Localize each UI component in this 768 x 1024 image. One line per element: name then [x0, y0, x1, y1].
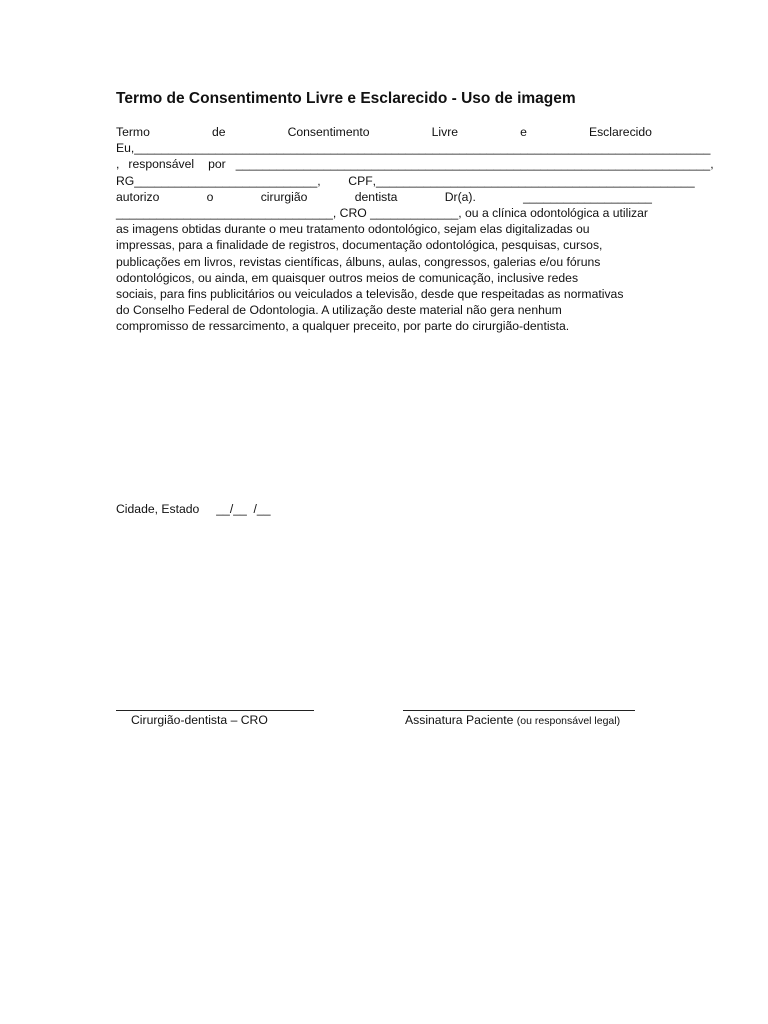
comma: , [710, 157, 714, 172]
form-line-cro: ________________________________, CRO _____________, ou a clínica odontológica a utilizar [116, 205, 648, 220]
guardian-label: responsável [128, 157, 195, 172]
form-line-heading [116, 124, 652, 140]
name-prefix: Eu, [116, 141, 135, 156]
guardian-blank[interactable]: ______________________________________________________________________ [235, 157, 711, 172]
paragraph-line: as imagens obtidas durante o meu tratamento odontológico, sejam elas digitalizadas ou [116, 222, 590, 237]
paragraph-line: do Conselho Federal de Odontologia. A utilização deste material não gera nenhum [116, 303, 562, 318]
rg-label: RG [116, 173, 135, 188]
paragraph-line: publicações em livros, revistas científicas, álbuns, aulas, congressos, galerias e/ou fóruns [116, 254, 601, 269]
form-body [116, 124, 714, 334]
dentist-name-blank[interactable]: ___________________ [523, 189, 652, 204]
word: dentista [354, 189, 398, 204]
cpf-label: CPF [348, 173, 373, 188]
patient-signature-note: (ou responsável legal) [516, 715, 621, 727]
form-line-authorization [116, 189, 652, 205]
form-line-documents [116, 173, 695, 189]
word: Livre [431, 125, 459, 139]
comma: , [116, 157, 120, 172]
word: autorizo [116, 189, 160, 204]
rg-blank[interactable]: ___________________________, [134, 173, 321, 188]
word: Termo [116, 125, 150, 139]
dentist-signature-label: Cirurgião-dentista – CRO [131, 713, 268, 727]
patient-signature-label-group [405, 712, 620, 729]
name-blank[interactable]: _____________________________________________________________________________________ [134, 141, 711, 156]
word: e [520, 125, 527, 139]
word: Dr(a). [444, 189, 476, 204]
guardian-label-por: por [208, 157, 226, 172]
dentist-signature-line[interactable] [116, 710, 314, 711]
word: Consentimento [287, 125, 370, 139]
consent-paragraph [116, 221, 652, 334]
cpf-blank[interactable]: _______________________________________________, [372, 173, 695, 188]
patient-signature-label: Assinatura Paciente [405, 713, 514, 727]
paragraph-line: compromisso de ressarcimento, a qualquer preceito, por parte do cirurgião-dentista. [116, 319, 570, 334]
document-title: Termo de Consentimento Livre e Esclarecido - Uso de imagem [116, 90, 576, 107]
form-line-name [116, 140, 711, 156]
paragraph-line: impressas, para a finalidade de registros, documentação odontológica, pesquisas, cursos, [116, 238, 603, 253]
paragraph-line: odontológicos, ou ainda, em quaisquer outros meios de comunicação, inclusive redes [116, 270, 579, 285]
paragraph-line: sociais, para fins publicitários ou veiculados a televisão, desde que respeitadas as normativas [116, 286, 624, 301]
city-date-line[interactable]: Cidade, Estado __/__ /__ [116, 502, 271, 516]
word: de [211, 125, 226, 139]
patient-signature-line[interactable] [403, 710, 635, 711]
word: Esclarecido [588, 125, 652, 139]
word: o [206, 189, 214, 204]
form-line-guardian [116, 156, 714, 172]
word: cirurgião [260, 189, 308, 204]
